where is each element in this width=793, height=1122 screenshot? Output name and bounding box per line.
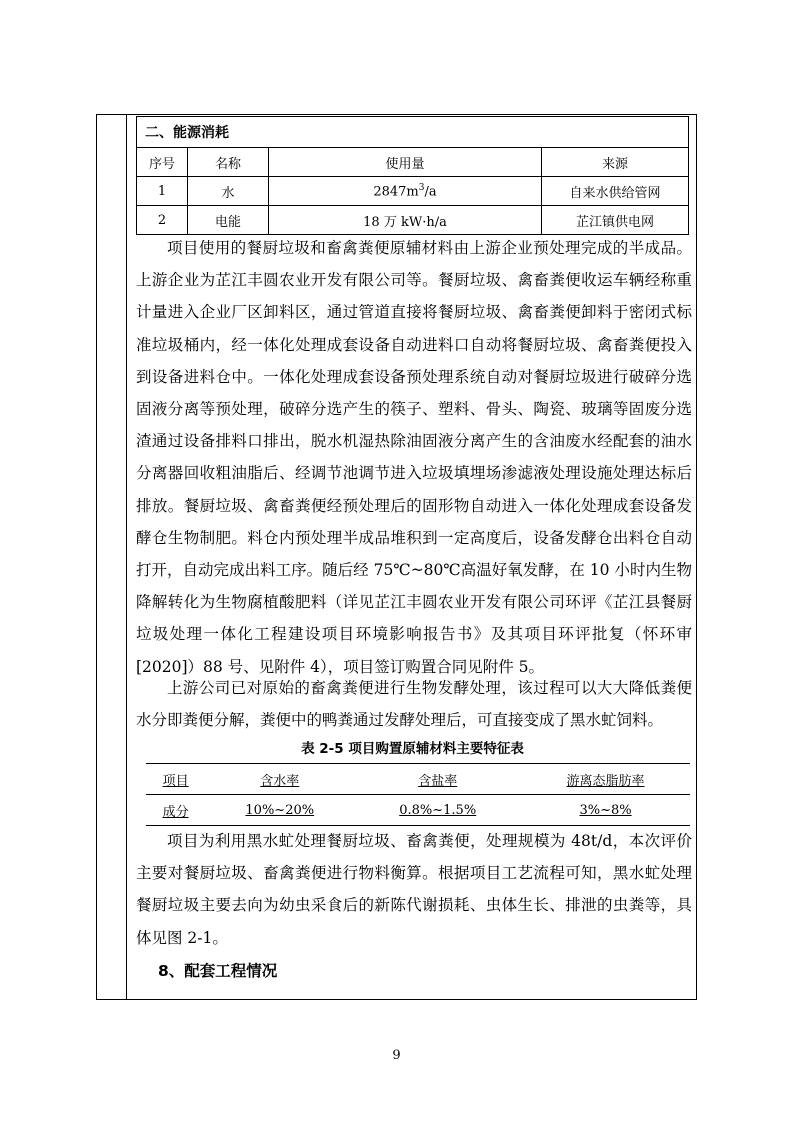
cell-usage: $2847m^3/a$	[269, 177, 542, 206]
column-header: 含盐率	[354, 764, 521, 795]
section-title: 二、能源消耗	[137, 117, 689, 148]
body-paragraph-2: 上游公司已对原始的畜禽粪便进行生物发酵处理，该过程可以大大降低粪便水分即粪便分解，粪便中的鸭粪通过发酵处理后，可直接变成了黑水虻饲料。	[136, 679, 692, 730]
column-header: 来源	[542, 148, 689, 177]
table-cell: 10%~20%	[205, 795, 354, 826]
body-paragraph-3: 项目为利用黑水虻处理餐厨垃圾、畜禽粪便，处理规模为 48t/d，本次评价主要对餐厨垃圾、畜禽粪便进行物料衡算。根据项目工艺流程可知，黑水虻处理餐厨垃圾主要去向为幼虫采食后的新陈代谢损耗、虫体生长、排泄的虫粪等，具体见图 2-1。	[136, 832, 692, 947]
energy-consumption-table	[136, 116, 689, 235]
cell-name: 电能	[188, 206, 269, 235]
table-header-row	[137, 148, 689, 177]
material-characteristics-table	[146, 763, 690, 826]
table-cell: 成分	[146, 795, 205, 826]
cell-no: 2	[137, 206, 188, 235]
cell-usage: 18 万 kW·h/a	[269, 206, 542, 235]
page-number: 9	[392, 1048, 401, 1063]
table-caption: 表 2-5 项目购置原辅材料主要特征表	[301, 741, 524, 757]
table-row	[137, 206, 689, 235]
column-header: 含水率	[205, 764, 354, 795]
cell-no: 1	[137, 177, 188, 206]
cell-source: 芷江镇供电网	[542, 206, 689, 235]
section-heading: 8、配套工程情况	[158, 962, 278, 980]
column-header: 使用量	[269, 148, 542, 177]
table-row	[146, 795, 690, 826]
table-row	[137, 177, 689, 206]
table-cell: 3%~8%	[521, 795, 690, 826]
cell-name: 水	[188, 177, 269, 206]
body-paragraph-1: 项目使用的餐厨垃圾和畜禽粪便原辅材料由上游企业预处理完成的半成品。上游企业为芷江丰圆农业开发有限公司等。餐厨垃圾、禽畜粪便收运车辆经称重计量进入企业厂区卸料区，通过管道直接将餐厨垃圾、禽畜粪便卸料于密闭式标准垃圾桶内，经一体化处理成套设备自动进料口自动将餐厨垃圾、禽畜粪便投入到设备进料仓中。一体化处理成套设备预处理系统自动对餐厨垃圾进行破碎分选固液分离等预处理，破碎分选产生的筷子、塑料、骨头、陶瓷、玻璃等固废分选渣通过设备排料口排出，脱水机湿热除油固液分离产生的含油废水经配套的油水分离器回收粗油脂后、经调节池调节进入垃圾填埋场渗滤液处理设施处理达标后排放。餐厨垃圾、禽畜粪便经预处理后的固形物自动进入一体化处理成套设备发酵仓生物制肥。料仓内预处理半成品堆积到一定高度后，设备发酵仓出料仓自动打开，自动完成出料工序。随后经 75℃~80℃高温好氧发酵，在 10 小时内生物降解转化为生物腐植酸肥料（详见芷江丰圆农业开发有限公司环评《芷江县餐厨垃圾处理一体化工程建设项目环境影响报告书》及其项目环评批复（怀环审[2020]）88 号、见附件 4），项目签订购置合同见附件 5。	[136, 239, 692, 676]
column-header: 序号	[137, 148, 188, 177]
cell-source: 自来水供给管网	[542, 177, 689, 206]
table-section-title-row	[137, 117, 689, 148]
table-cell: 0.8%~1.5%	[354, 795, 521, 826]
frame-left-column-line	[126, 114, 127, 1000]
column-header: 游离态脂肪率	[521, 764, 690, 795]
column-header: 项目	[146, 764, 205, 795]
table-header-row	[146, 764, 690, 795]
column-header: 名称	[188, 148, 269, 177]
